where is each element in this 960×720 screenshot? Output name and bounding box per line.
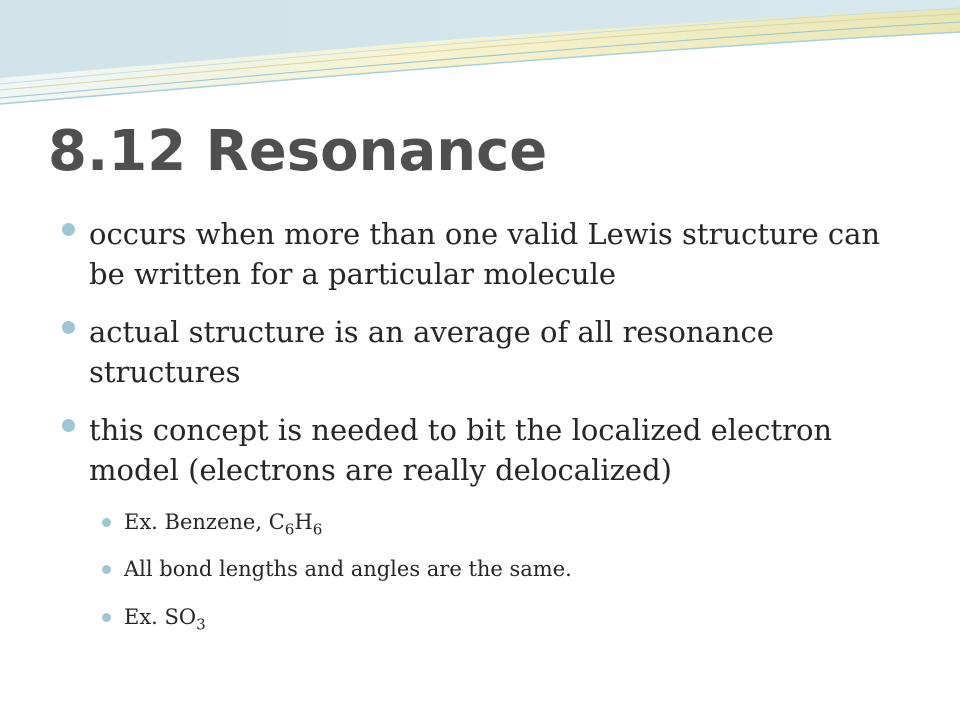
sub-bullet-text: All bond lengths and angles are the same.	[124, 557, 572, 581]
sub-bullet-text: H	[294, 510, 313, 534]
bullet-dot	[62, 223, 75, 236]
bullet-dot	[62, 321, 75, 334]
sub-bullet-benzene	[124, 508, 944, 539]
subscript: 3	[196, 615, 206, 634]
sub-bullet-so3	[124, 603, 944, 634]
sub-bullet-text: Ex. SO	[124, 605, 197, 629]
sub-bullet-dot	[102, 613, 111, 622]
bullet-text: occurs when more than one valid Lewis structure can be written for a particular molecule	[89, 217, 881, 291]
sub-bullet-dot	[102, 565, 111, 574]
subscript: 6	[284, 520, 295, 539]
bullet-text: this concept is needed to bit the localized electron model (electrons are really delocalized)	[89, 413, 833, 487]
sub-bullet-text: Ex. Benzene, C	[124, 510, 285, 534]
sub-bullet-dot	[102, 518, 111, 527]
subscript: 6	[312, 520, 323, 539]
bullet-text: actual structure is an average of all resonance structures	[89, 315, 774, 389]
bullet-dot	[62, 419, 75, 432]
slide-title: 8.12 Resonance	[48, 119, 548, 184]
